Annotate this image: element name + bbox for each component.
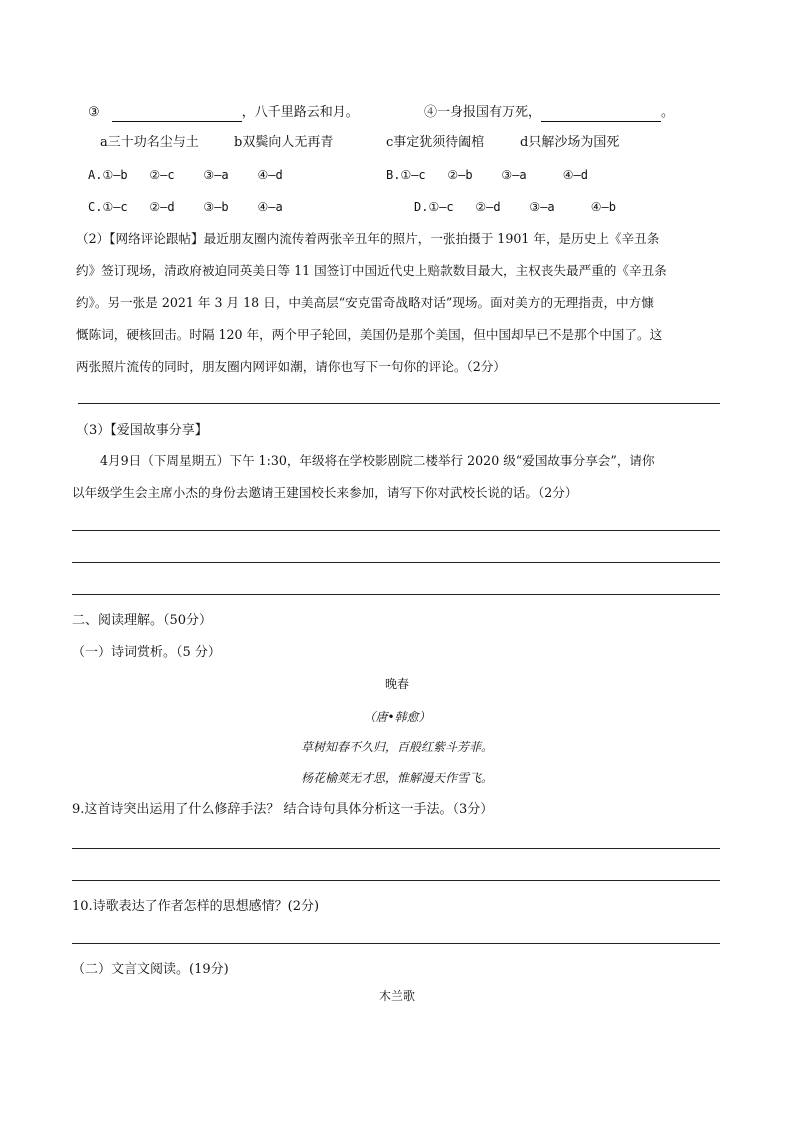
poem-line-2: 杨花榆荚无才思，惟解漫天作雪飞。 — [300, 771, 493, 785]
part2-line-2: 约》签订现场，清政府被迫同英美日等 11 国签订中国近代史上赔款数目最大，主权丧失最严重的《辛丑条 — [76, 263, 667, 278]
choice-d: d只解沙场为国死 — [520, 135, 620, 150]
question-10: 10.诗歌表达了作者怎样的思想感情？(2分) — [72, 899, 320, 914]
section2-heading: 二、阅读理解。（50分） — [72, 613, 213, 628]
poem-title: 晚春 — [384, 677, 409, 691]
answer-line-q9-1[interactable] — [72, 848, 720, 849]
part2-line-5: 两张照片流传的同时，朋友圈内网评如潮，请你也写下一句你的评论。（2分） — [76, 359, 506, 374]
answer-line-q9-2[interactable] — [72, 880, 720, 881]
option-d[interactable]: D.①—c ②—d ③—a ④—b — [414, 200, 616, 214]
choice-a: a三十功名尘与土 — [100, 135, 199, 150]
part2-line-1: （2）【网络评论跟帖】最近朋友圈内流传着两张辛丑年的照片，一张拍摄于 1901 年，是历史上《辛丑条 — [76, 231, 660, 246]
blank-4[interactable] — [541, 107, 661, 122]
part2-line-3: 约》。另一张是 2021 年 3 月 18 日，中美高层“安克雷奇战略对话”现场。面对美方的无理指责，中方慷 — [76, 295, 654, 310]
part2-line-4: 慨陈词，硬核回击。时隔 120 年，两个甲子轮回，美国仍是那个美国，但中国却早已不是那个中国了。这 — [76, 327, 663, 342]
answer-line-part3-2[interactable] — [72, 562, 720, 563]
choice-b: b双鬓向人无再青 — [234, 135, 334, 150]
option-a[interactable]: A.①—b ②—c ③—a ④—d — [88, 168, 283, 182]
answer-line-q10[interactable] — [72, 943, 720, 944]
item-4-tail: 。 — [661, 105, 675, 120]
fill-item-4 — [424, 104, 674, 122]
blank-3[interactable] — [112, 107, 242, 122]
item-3-tail: ，八千里路云和月。 — [241, 105, 359, 120]
item-3-label: ③ — [88, 105, 100, 120]
section2-sub2: （二）文言文阅读。(19分) — [72, 962, 229, 977]
part3-heading: （3）【爱国故事分享】 — [76, 423, 208, 438]
choice-c: c事定犹须待阖棺 — [386, 135, 485, 150]
answer-line-part3-1[interactable] — [72, 530, 720, 531]
poem-line-1: 草树知春不久归，百般红紫斗芳菲。 — [300, 740, 493, 754]
option-c[interactable]: C.①—c ②—d ③—b ④—a — [88, 200, 283, 214]
option-b[interactable]: B.①—c ②—b ③—a ④—d — [386, 168, 588, 182]
poem2-title: 木兰歌 — [378, 989, 415, 1003]
item-4-head: ④一身报国有万死， — [424, 105, 542, 120]
part3-line-1: 4月9日（下周星期五）下午 1:30，年级将在学校影剧院二楼举行 2020 级“爱国故事分享会”，请你 — [100, 453, 655, 468]
part3-line-2: 以年级学生会主席小杰的身份去邀请王建国校长来参加，请写下你对武校长说的话。（2分） — [72, 485, 578, 500]
poem-author: （唐•韩愈） — [363, 710, 431, 724]
section2-sub1: （一）诗词赏析。（5 分） — [72, 645, 221, 660]
answer-line-part3-3[interactable] — [72, 594, 720, 595]
fill-item-3 — [88, 104, 359, 122]
answer-line-part2[interactable] — [78, 403, 720, 404]
question-9: 9.这首诗突出运用了什么修辞手法？ 结合诗句具体分析这一手法。（3分） — [72, 802, 494, 817]
